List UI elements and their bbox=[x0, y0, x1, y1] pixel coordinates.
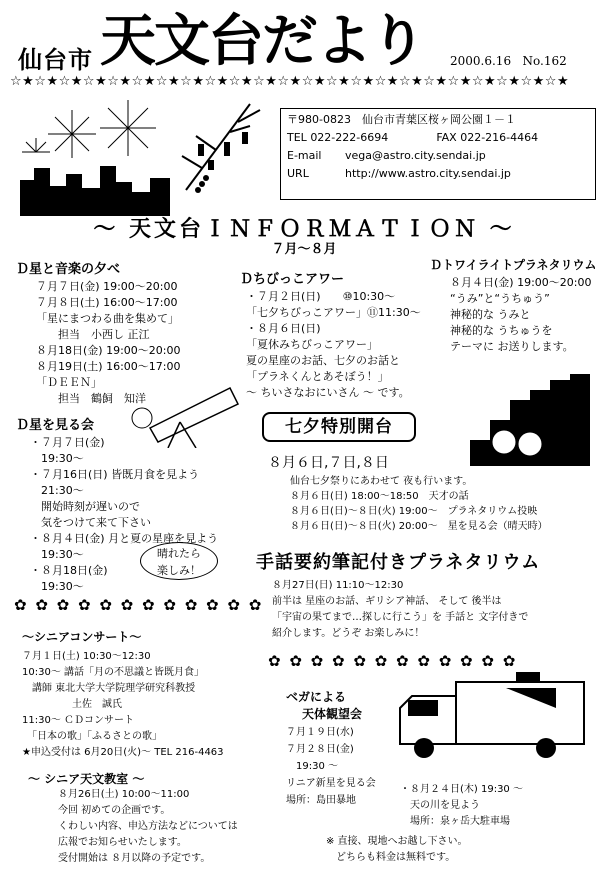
sign-language-title: 手話要約筆記付きプラネタリウム bbox=[256, 552, 541, 573]
vega-section bbox=[286, 688, 376, 809]
flower-divider-right: ✿ ✿ ✿ ✿ ✿ ✿ ✿ ✿ ✿ ✿ ✿ ✿ bbox=[268, 652, 518, 670]
fax-label: FAX bbox=[436, 131, 457, 144]
flower-divider-left: ✿ ✿ ✿ ✿ ✿ ✿ ✿ ✿ ✿ ✿ ✿ ✿ bbox=[14, 596, 264, 614]
email-label: E-mail bbox=[287, 149, 322, 162]
stargazers-illustration bbox=[470, 370, 590, 466]
information-period: ７月～８月 bbox=[271, 242, 337, 257]
tanabata-dates: ８月６日,７日,８日 bbox=[268, 455, 389, 471]
tanabata-body: 仙台七夕祭りにあわせて 夜も行います。 ８月６日(日) 18:00～18:50 天才の話 ８月６日(日)～８日(火) 19:00～ プラネタリウム投映 ８月６日(日)～８日(火) 20:00～ 星を見る会（晴天時） bbox=[290, 476, 548, 532]
email-row bbox=[287, 147, 589, 165]
chibikko-section bbox=[240, 268, 421, 401]
twilight-section bbox=[430, 256, 596, 355]
twilight-title: Ｄトワイライトプラネタリウム bbox=[430, 258, 597, 272]
issue-number: No.162 bbox=[522, 54, 567, 68]
email-address[interactable]: vega@astro.city.sendai.jp bbox=[345, 149, 486, 162]
vega-title-1: ベガによる bbox=[286, 690, 347, 704]
senior-class-section bbox=[28, 770, 238, 867]
contact-box bbox=[280, 108, 596, 200]
star-music-title: Ｄ星と音楽の夕べ bbox=[16, 262, 121, 277]
senior-concert-body: ７月１日(土) 10:30～12:30 10:30～ 講話「月の不思議と皆既月食」 講師 東北大学大学院理学研究科教授 土佐 誠氏 11:30～ ＣＤコンサート 「日本の歌」「ふるさとの歌」 ★申込受付は 6月20日(火)～ TEL 216-4463 bbox=[22, 651, 224, 758]
url-label: URL bbox=[287, 167, 309, 180]
tel-number: 022-222-6694 bbox=[310, 131, 389, 144]
vega-title-2: 天体観望会 bbox=[302, 707, 363, 721]
information-heading: ～ 天文台ＩＮＦＯＲＭＡＴＩＯＮ ～ bbox=[93, 217, 515, 242]
sign-language-body: ８月27日(日) 11:10～12:30 前半は 星座のお話、ギリシア神話、 そして 後半は 「宇宙の果てまで…探しに行こう」を 手話と 文字付きで 紹介します。どうぞ お楽しみに！ bbox=[272, 580, 529, 639]
chibikko-title: Ｄちびっこアワー bbox=[240, 272, 345, 287]
august-event-body: ・８月２４日(木) 19:30 ～ 天の川を見よう 場所：泉ヶ岳大駐車場 bbox=[400, 784, 523, 827]
url-row bbox=[287, 165, 589, 183]
star-watch-title: Ｄ星を見る会 bbox=[16, 418, 95, 433]
star-watch-body: ・７月７日(金) 19:30～ ・７月16日(日) 皆既月食を見よう 21:30～ 開始時刻が遅いので 気をつけて来て下さい ・８月４日(金) 月と夏の星座を見よう 19:30～ ・８月18日(金) 19:30～ bbox=[30, 436, 219, 593]
issue-info bbox=[450, 54, 567, 68]
website-url[interactable]: http://www.astro.city.sendai.jp bbox=[345, 167, 511, 180]
star-music-body: ７月７日(金) 19:00～20:00 ７月８日(土) 16:00～17:00 「星にまつわる曲を集めて」 担当 小西し 正江 ８月18日(金) 19:00～20:00 ８月19日(土) 16:00～17:00 「ＤＥＥＮ」 担当 鶴飼 知洋 bbox=[36, 280, 181, 405]
sunny-speech-bubble: 晴れたら 楽しみ！ bbox=[140, 542, 218, 580]
free-admission-note: ※ 直接、現地へお越し下さい。 どちらも料金は無料です。 bbox=[326, 836, 468, 863]
fireworks-illustration bbox=[20, 96, 170, 216]
twilight-body: ８月４日(金) 19:00～20:00 “うみ”と“うちゅう” 神秘的な うみと 神秘的な うちゅうを テーマに お送りします。 bbox=[450, 276, 592, 353]
city-name: 仙台市 bbox=[18, 46, 93, 74]
phone-row bbox=[287, 129, 589, 147]
star-divider: ☆★☆★☆★☆★☆★☆★☆★☆★☆★☆★☆★☆★☆★☆★☆★☆★☆★☆★☆★☆★☆★☆★☆★ bbox=[10, 74, 570, 89]
telescope-illustration bbox=[120, 378, 250, 448]
tanabata-banner: 七夕特別開台 bbox=[262, 412, 416, 442]
senior-concert-section bbox=[22, 628, 224, 761]
chibikko-body: ・７月２日(日) ⑩10:30～ 「七夕ちびっこアワー」⑪11:30～ ・８月６日(日) 「夏休みちびっこアワー」 夏の星座のお話、七夕のお話と 「プラネくんとあそぼう！」 ～ ちいさなおにいさん ～ です。 bbox=[246, 290, 421, 399]
address: 〒980-0823 仙台市青葉区桜ヶ岡公園１－１ bbox=[287, 113, 516, 126]
issue-date: 2000.6.16 bbox=[450, 54, 512, 68]
vega-body: ７月１９日(水) ７月２８日(金) 19:30 ～ リニア新星を見る会 場所：島田暴地 bbox=[286, 727, 376, 806]
newsletter-title: 天文台だより bbox=[100, 9, 424, 74]
tel-label: TEL bbox=[287, 131, 307, 144]
observation-truck-illustration bbox=[396, 668, 590, 768]
fax-number: 022-216-4464 bbox=[460, 131, 539, 144]
senior-class-body: ８月26日(土) 10:00～11:00 今回 初めての企画です。 くわしい内容、申込方法などについては 広報でお知らせいたします。 受付開始は ８月以降の予定です。 bbox=[58, 789, 238, 864]
bamboo-illustration bbox=[172, 96, 272, 200]
senior-concert-title: ～シニアコンサート～ bbox=[22, 630, 142, 644]
senior-class-title: ～ シニア天文教室 ～ bbox=[28, 772, 145, 786]
